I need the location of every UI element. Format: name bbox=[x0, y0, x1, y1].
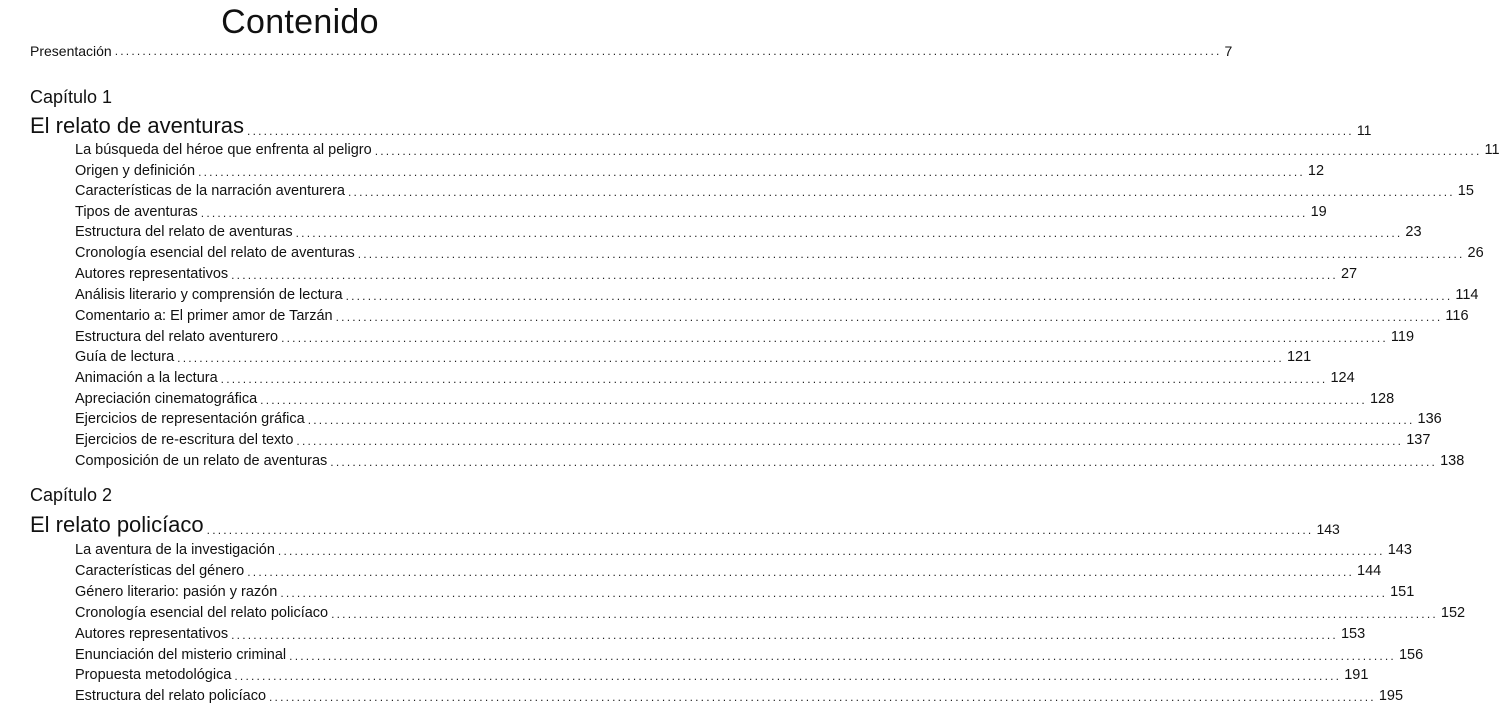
dot-leader: ........................................................................................................................................................................................................ bbox=[281, 331, 1388, 345]
dot-leader: ........................................................................................................................................................................................................ bbox=[234, 669, 1342, 683]
dot-leader: ........................................................................................................................................................................................................ bbox=[280, 586, 1388, 600]
dot-leader: ........................................................................................................................................................................................................ bbox=[247, 565, 1355, 579]
toc-entry-label: Animación a la lectura bbox=[75, 370, 218, 386]
toc-entry-page: 19 bbox=[1310, 204, 1327, 220]
toc-entry-presentacion bbox=[30, 42, 1233, 60]
toc-entry-label: Estructura del relato policíaco bbox=[75, 688, 267, 704]
toc-entry bbox=[75, 645, 1424, 665]
toc-entry-label: Características de la narración aventurera bbox=[75, 183, 345, 199]
chapter-page: 143 bbox=[1316, 521, 1340, 537]
toc-entry-page: 137 bbox=[1406, 432, 1431, 448]
dot-leader: ........................................................................................................................................................................................................ bbox=[231, 628, 1338, 642]
toc-entry bbox=[75, 181, 1474, 201]
toc-entry-label: Cronología esencial del relato de aventuras bbox=[75, 245, 355, 261]
toc-entry bbox=[75, 285, 1479, 305]
toc-entry-page: 116 bbox=[1445, 308, 1469, 324]
chapter-title: El relato policíaco bbox=[30, 512, 204, 537]
toc-entry bbox=[75, 686, 1404, 706]
chapter-title: El relato de aventuras bbox=[30, 113, 245, 138]
dot-leader: ........................................................................................................................................................................................................ bbox=[348, 185, 1455, 199]
dot-leader: ........................................................................................................................................................................................................ bbox=[220, 372, 1328, 386]
toc-entry-page: 27 bbox=[1340, 266, 1358, 282]
toc-entry-label: La búsqueda del héroe que enfrenta al peligro bbox=[75, 142, 372, 158]
toc-entry bbox=[75, 540, 1412, 560]
toc-entry-label: Composición de un relato de aventuras bbox=[75, 453, 328, 469]
toc-entry-page: 23 bbox=[1405, 224, 1422, 240]
dot-leader: ........................................................................................................................................................................................................ bbox=[114, 44, 1222, 58]
dot-leader: ........................................................................................................................................................................................................ bbox=[260, 393, 1367, 407]
dot-leader: ........................................................................................................................................................................................................ bbox=[247, 124, 1354, 138]
toc-entry-label: Tipos de aventuras bbox=[75, 204, 198, 220]
toc-entry-page: 119 bbox=[1390, 329, 1415, 345]
chapter-label: Capítulo 2 bbox=[30, 485, 113, 505]
toc-entry bbox=[75, 624, 1366, 644]
toc-entry bbox=[75, 603, 1466, 623]
dot-leader: ........................................................................................................................................................................................................ bbox=[200, 206, 1308, 220]
toc-entry-page: 128 bbox=[1369, 391, 1395, 407]
toc-entry-label: Autores representativos bbox=[75, 626, 229, 642]
chapter-title-row bbox=[30, 511, 1340, 539]
dot-leader: ........................................................................................................................................................................................................ bbox=[198, 165, 1305, 179]
toc-entry-page: 124 bbox=[1330, 370, 1355, 386]
page-title: Contenido bbox=[221, 3, 379, 41]
toc-entry bbox=[75, 306, 1469, 326]
dot-leader: ........................................................................................................................................................................................................ bbox=[335, 310, 1443, 324]
toc-entry-page: 12 bbox=[1307, 163, 1325, 179]
toc-entry-page: 15 bbox=[1457, 183, 1474, 199]
dot-leader: ........................................................................................................................................................................................................ bbox=[295, 226, 1403, 240]
toc-entry-label: Ejercicios de representación gráfica bbox=[75, 411, 305, 427]
toc-entry bbox=[75, 451, 1465, 471]
toc-entry-page: 138 bbox=[1440, 453, 1465, 469]
toc-entry bbox=[75, 140, 1500, 160]
dot-leader: ........................................................................................................................................................................................................ bbox=[231, 268, 1338, 282]
dot-leader: ........................................................................................................................................................................................................ bbox=[206, 523, 1314, 537]
toc-entry bbox=[75, 327, 1415, 347]
chapter-page: 11 bbox=[1356, 122, 1372, 138]
toc-entry bbox=[75, 243, 1484, 263]
dot-leader: ........................................................................................................................................................................................................ bbox=[177, 351, 1284, 365]
chapter-title-row bbox=[30, 112, 1372, 140]
toc-entry-label: Características del género bbox=[75, 563, 245, 579]
dot-leader: ........................................................................................................................................................................................................ bbox=[307, 413, 1415, 427]
dot-leader: ........................................................................................................................................................................................................ bbox=[374, 144, 1482, 158]
toc-entry bbox=[75, 368, 1355, 388]
toc-entry bbox=[75, 582, 1415, 602]
toc-entry bbox=[75, 222, 1422, 242]
toc-entry-page: 153 bbox=[1340, 626, 1366, 642]
dot-leader: ........................................................................................................................................................................................................ bbox=[296, 434, 1404, 448]
toc-entry-label: Origen y definición bbox=[75, 163, 196, 179]
dot-leader: ........................................................................................................................................................................................................ bbox=[289, 649, 1396, 663]
toc-entry-page: 26 bbox=[1467, 245, 1484, 261]
toc-entry-label: Estructura del relato aventurero bbox=[75, 329, 279, 345]
toc-entry bbox=[75, 430, 1431, 450]
dot-leader: ........................................................................................................................................................................................................ bbox=[330, 455, 1438, 469]
toc-entry-page: 11 bbox=[1484, 142, 1500, 158]
toc-entry-label: Enunciación del misterio criminal bbox=[75, 647, 287, 663]
toc-entry-page: 143 bbox=[1387, 542, 1412, 558]
toc-entry-label: Género literario: pasión y razón bbox=[75, 584, 278, 600]
toc-entry-page: 195 bbox=[1378, 688, 1404, 704]
toc-entry-page: 144 bbox=[1357, 563, 1382, 579]
dot-leader: ........................................................................................................................................................................................................ bbox=[357, 247, 1465, 261]
toc-entry bbox=[75, 665, 1369, 685]
dot-leader: ........................................................................................................................................................................................................ bbox=[277, 544, 1385, 558]
toc-entry-page: 191 bbox=[1344, 667, 1369, 683]
dot-leader: ........................................................................................................................................................................................................ bbox=[331, 607, 1438, 621]
toc-entry-page: 156 bbox=[1398, 647, 1424, 663]
toc-entry-page: 121 bbox=[1286, 349, 1312, 365]
toc-entry-label: Autores representativos bbox=[75, 266, 229, 282]
dot-leader: ........................................................................................................................................................................................................ bbox=[345, 289, 1453, 303]
toc-entry bbox=[75, 202, 1327, 222]
toc-entry-page: 151 bbox=[1390, 584, 1415, 600]
toc-entry-label: Estructura del relato de aventuras bbox=[75, 224, 293, 240]
toc-entry-page: 136 bbox=[1417, 411, 1442, 427]
chapter-label: Capítulo 1 bbox=[30, 87, 113, 107]
toc-entry bbox=[75, 409, 1442, 429]
toc-entry-label: Presentación bbox=[30, 43, 112, 59]
toc-entry-page: 7 bbox=[1224, 43, 1233, 59]
toc-entry-label: Propuesta metodológica bbox=[75, 667, 232, 683]
toc-entry bbox=[75, 561, 1382, 581]
toc-entry-page: 152 bbox=[1440, 605, 1466, 621]
toc-entry-label: Apreciación cinematográfica bbox=[75, 391, 258, 407]
dot-leader: ........................................................................................................................................................................................................ bbox=[269, 690, 1376, 704]
toc-entry-label: Cronología esencial del relato policíaco bbox=[75, 605, 329, 621]
toc-entry bbox=[75, 347, 1312, 367]
toc-entry-label: Comentario a: El primer amor de Tarzán bbox=[75, 308, 333, 324]
toc-entry-label: Ejercicios de re-escritura del texto bbox=[75, 432, 294, 448]
toc-entry-label: Análisis literario y comprensión de lectura bbox=[75, 287, 343, 303]
toc-entry bbox=[75, 389, 1395, 409]
toc-entry-label: Guía de lectura bbox=[75, 349, 175, 365]
toc-entry-label: La aventura de la investigación bbox=[75, 542, 275, 558]
toc-entry-page: 114 bbox=[1455, 287, 1479, 303]
toc-entry bbox=[75, 161, 1325, 181]
toc-entry bbox=[75, 264, 1358, 284]
